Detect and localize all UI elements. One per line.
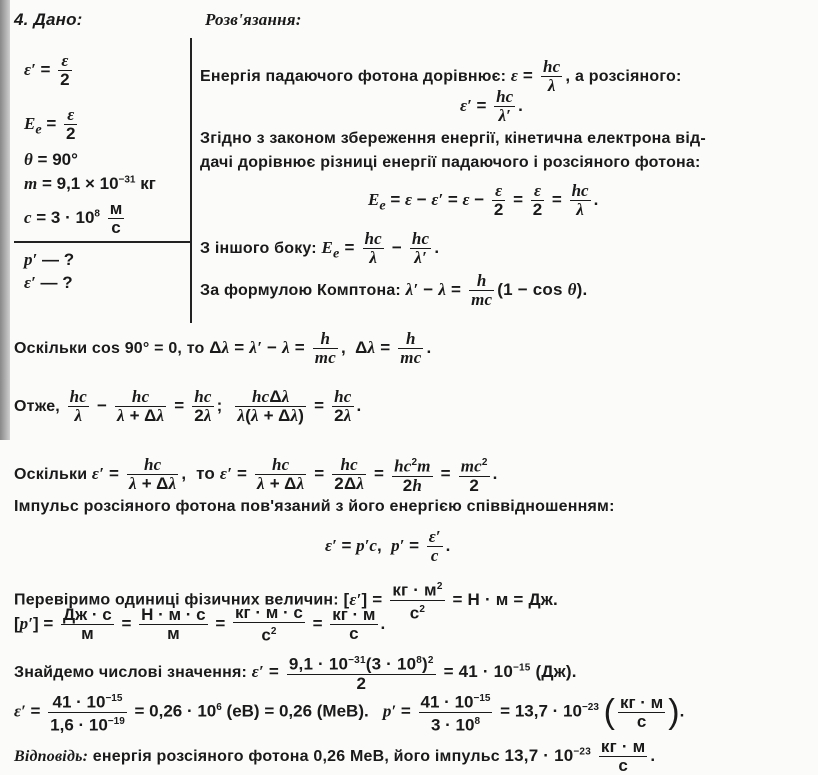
find-momentum: p′ — ?: [24, 250, 75, 269]
scattered-energy-formula: ε′ = $\frac{hc}{\lambda'}$ .: [460, 87, 523, 125]
momentum-units-check: [p′] = $\frac{Дж \cdot с}{м}$ = $\frac{Н \cdot м \cdot с}{м}$ = $\frac{кг \cdot м \cdot с}{с^2}$ = $\frac{кг \cdot м}{с}$ .: [14, 603, 386, 645]
given-divider: [14, 241, 192, 243]
given-electron-energy: $E_e$ = $\frac{\varepsilon}{2}$: [24, 105, 76, 143]
answer-label: Відповідь:: [14, 747, 89, 765]
page-spine-shadow: [0, 0, 10, 440]
solution-line-2: Згідно з законом збереження енергії, кінетична електрона від-: [200, 130, 706, 147]
given-separator: [190, 38, 192, 323]
answer-line: Відповідь: енергія розсіяного фотона 0,26 МеВ, його імпульс $13,7 \cdot 10^{-23}$ $\frac{кг \cdot м}{с}$ .: [14, 737, 656, 775]
solution-line-1: Енергія падаючого фотона дорівнює: ε = $\frac{hc}{\lambda}$ , а розсіяного:: [200, 57, 682, 95]
energy-conservation-formula: $E_e = \varepsilon - \varepsilon' = \varepsilon$ − $\frac{\varepsilon}{2}$ = $\frac{\varepsilon}{2}$ = $\frac{hc}{\lambda}$ .: [368, 181, 599, 219]
find-energy: ε′ — ?: [24, 273, 73, 292]
solution-line-3: дачі дорівнює різниці енергії падаючого і розсіяного фотона:: [200, 154, 701, 171]
numeric-results: ε′ = $\frac{41 \cdot 10^{-15}}{1,6 \cdot 10^{-19}}$ = $0,26 \cdot 10^6$ (еВ) = 0,26 (МеВ). p′ = $\frac{41 \cdot 10^{-15}}{3 \cdot 10^8}$ = $13,7 \cdot 10^{-23}$ ( $\frac{кг \cdot м}{с}$ ).: [14, 690, 684, 734]
solution-line-8: Оскільки ε′ = $\frac{hc}{\lambda + \Delta\lambda}$ , то ε′ = $\frac{hc}{\lambda + \Delta\lambda}$ = $\frac{hc}{2\Delta\lambda}$ = $\frac{hc^2m}{2h}$ = $\frac{mc^2}{2}$ .: [14, 454, 498, 495]
solution-line-7: Отже, $\frac{hc}{\lambda}$ − $\frac{hc}{\lambda + \Delta\lambda}$ = $\frac{hc}{2\lambda}$ ; $\frac{\text{hcΔλ}}{\lambda(\lambda + \Delta\lambda)}$ = $\frac{hc}{2\lambda}$ .: [14, 387, 362, 425]
solution-line-6: Оскільки cos 90° = 0, то Δλ = λ′ − λ = $\frac{h}{mc}$ , Δλ = $\frac{h}{mc}$ .: [14, 329, 432, 367]
given-theta: θ = 90°: [24, 150, 78, 169]
given-header: 4. Дано:: [14, 10, 83, 29]
solution-line-11: Знайдемо числові значення: ε′ = $\frac{9,1 \cdot 10^{-31}(3 \cdot 10^8)^2}{2}$ = $41 \cdot 10^{-15}$ (Дж).: [14, 652, 577, 693]
given-epsilon-prime: ε′ = $\frac{\varepsilon}{2}$: [24, 51, 70, 89]
momentum-energy-relation: ε′ = p′c, p′ = $\frac{\varepsilon'}{c}$ .: [325, 527, 451, 565]
solution-line-10: Перевіримо одиниці фізичних величин: [ε′] = $\frac{кг \cdot м^2}{с^2}$ = Н · м = Дж.: [14, 578, 558, 622]
answer-text: енергія розсіяного фотона 0,26 МеВ, його імпульс: [92, 747, 500, 765]
given-mass: $m = 9,1 \times 10^{-31}$ кг: [24, 174, 156, 193]
solution-line-4: З іншого боку: $E_e$ = $\frac{hc}{\lambda}$ − $\frac{hc}{\lambda'}$ .: [200, 229, 440, 267]
solution-line-5: За формулою Комптона: λ′ − λ = $\frac{h}{mc}$ (1 − cos θ).: [200, 271, 588, 309]
solution-line-9: Імпульс розсіяного фотона пов'язаний з його енергією співвідношенням:: [14, 498, 615, 515]
given-speed: $c = 3 \cdot 10^8$ $\frac{м}{с}$: [24, 199, 123, 237]
solution-header: Розв'язання:: [205, 10, 302, 29]
